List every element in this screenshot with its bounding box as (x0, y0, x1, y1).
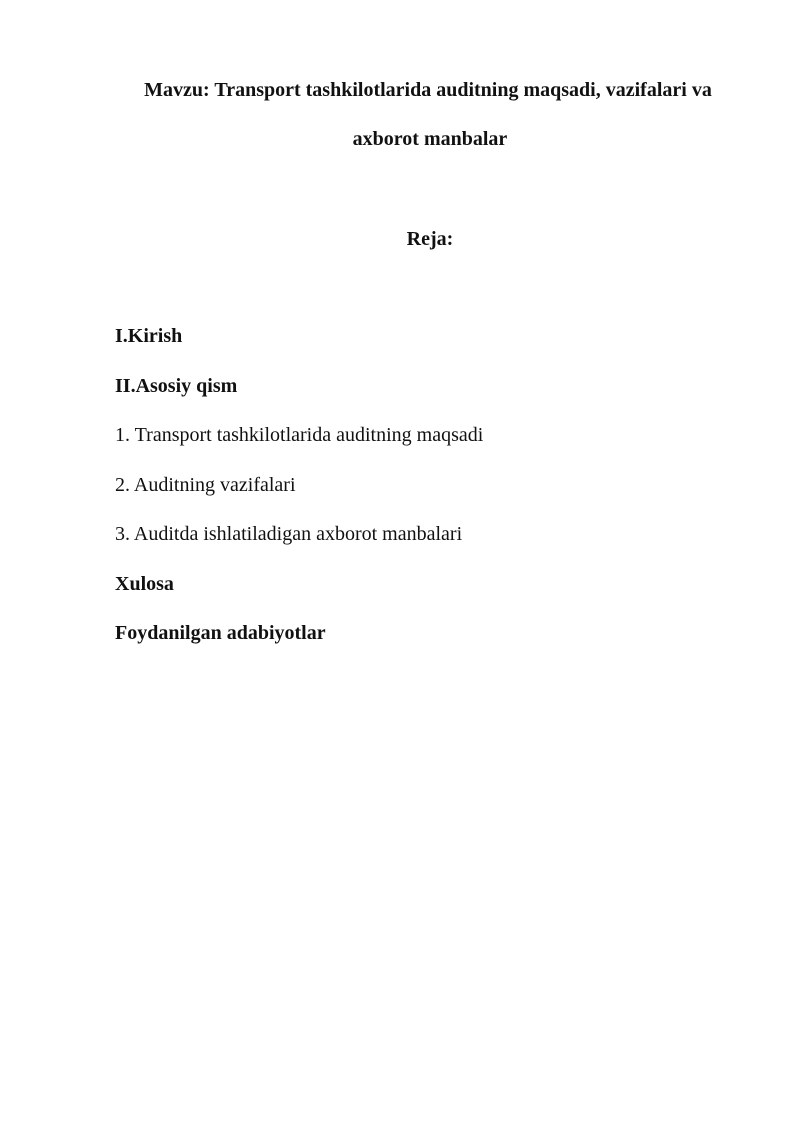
plan-item-references: Foydanilgan adabiyotlar (115, 622, 326, 644)
document-title-line-1: Mavzu: Transport tashkilotlarida auditning maqsadi, vazifalari va (144, 79, 712, 101)
plan-list (115, 324, 735, 671)
plan-item-introduction: I.Kirish (115, 325, 183, 347)
document-title-line-2: axborot manbalar (352, 128, 508, 150)
plan-item-main-part: II.Asosiy qism (115, 374, 238, 397)
plan-item-conclusion: Xulosa (115, 572, 174, 595)
plan-heading: Reja: (406, 228, 454, 250)
plan-item-audit-purpose: 1. Transport tashkilotlarida auditning maqsadi (115, 424, 484, 446)
plan-item-audit-tasks: 2. Auditning vazifalari (115, 473, 296, 496)
plan-item-information-sources: 3. Auditda ishlatiladigan axborot manbalari (115, 523, 463, 545)
